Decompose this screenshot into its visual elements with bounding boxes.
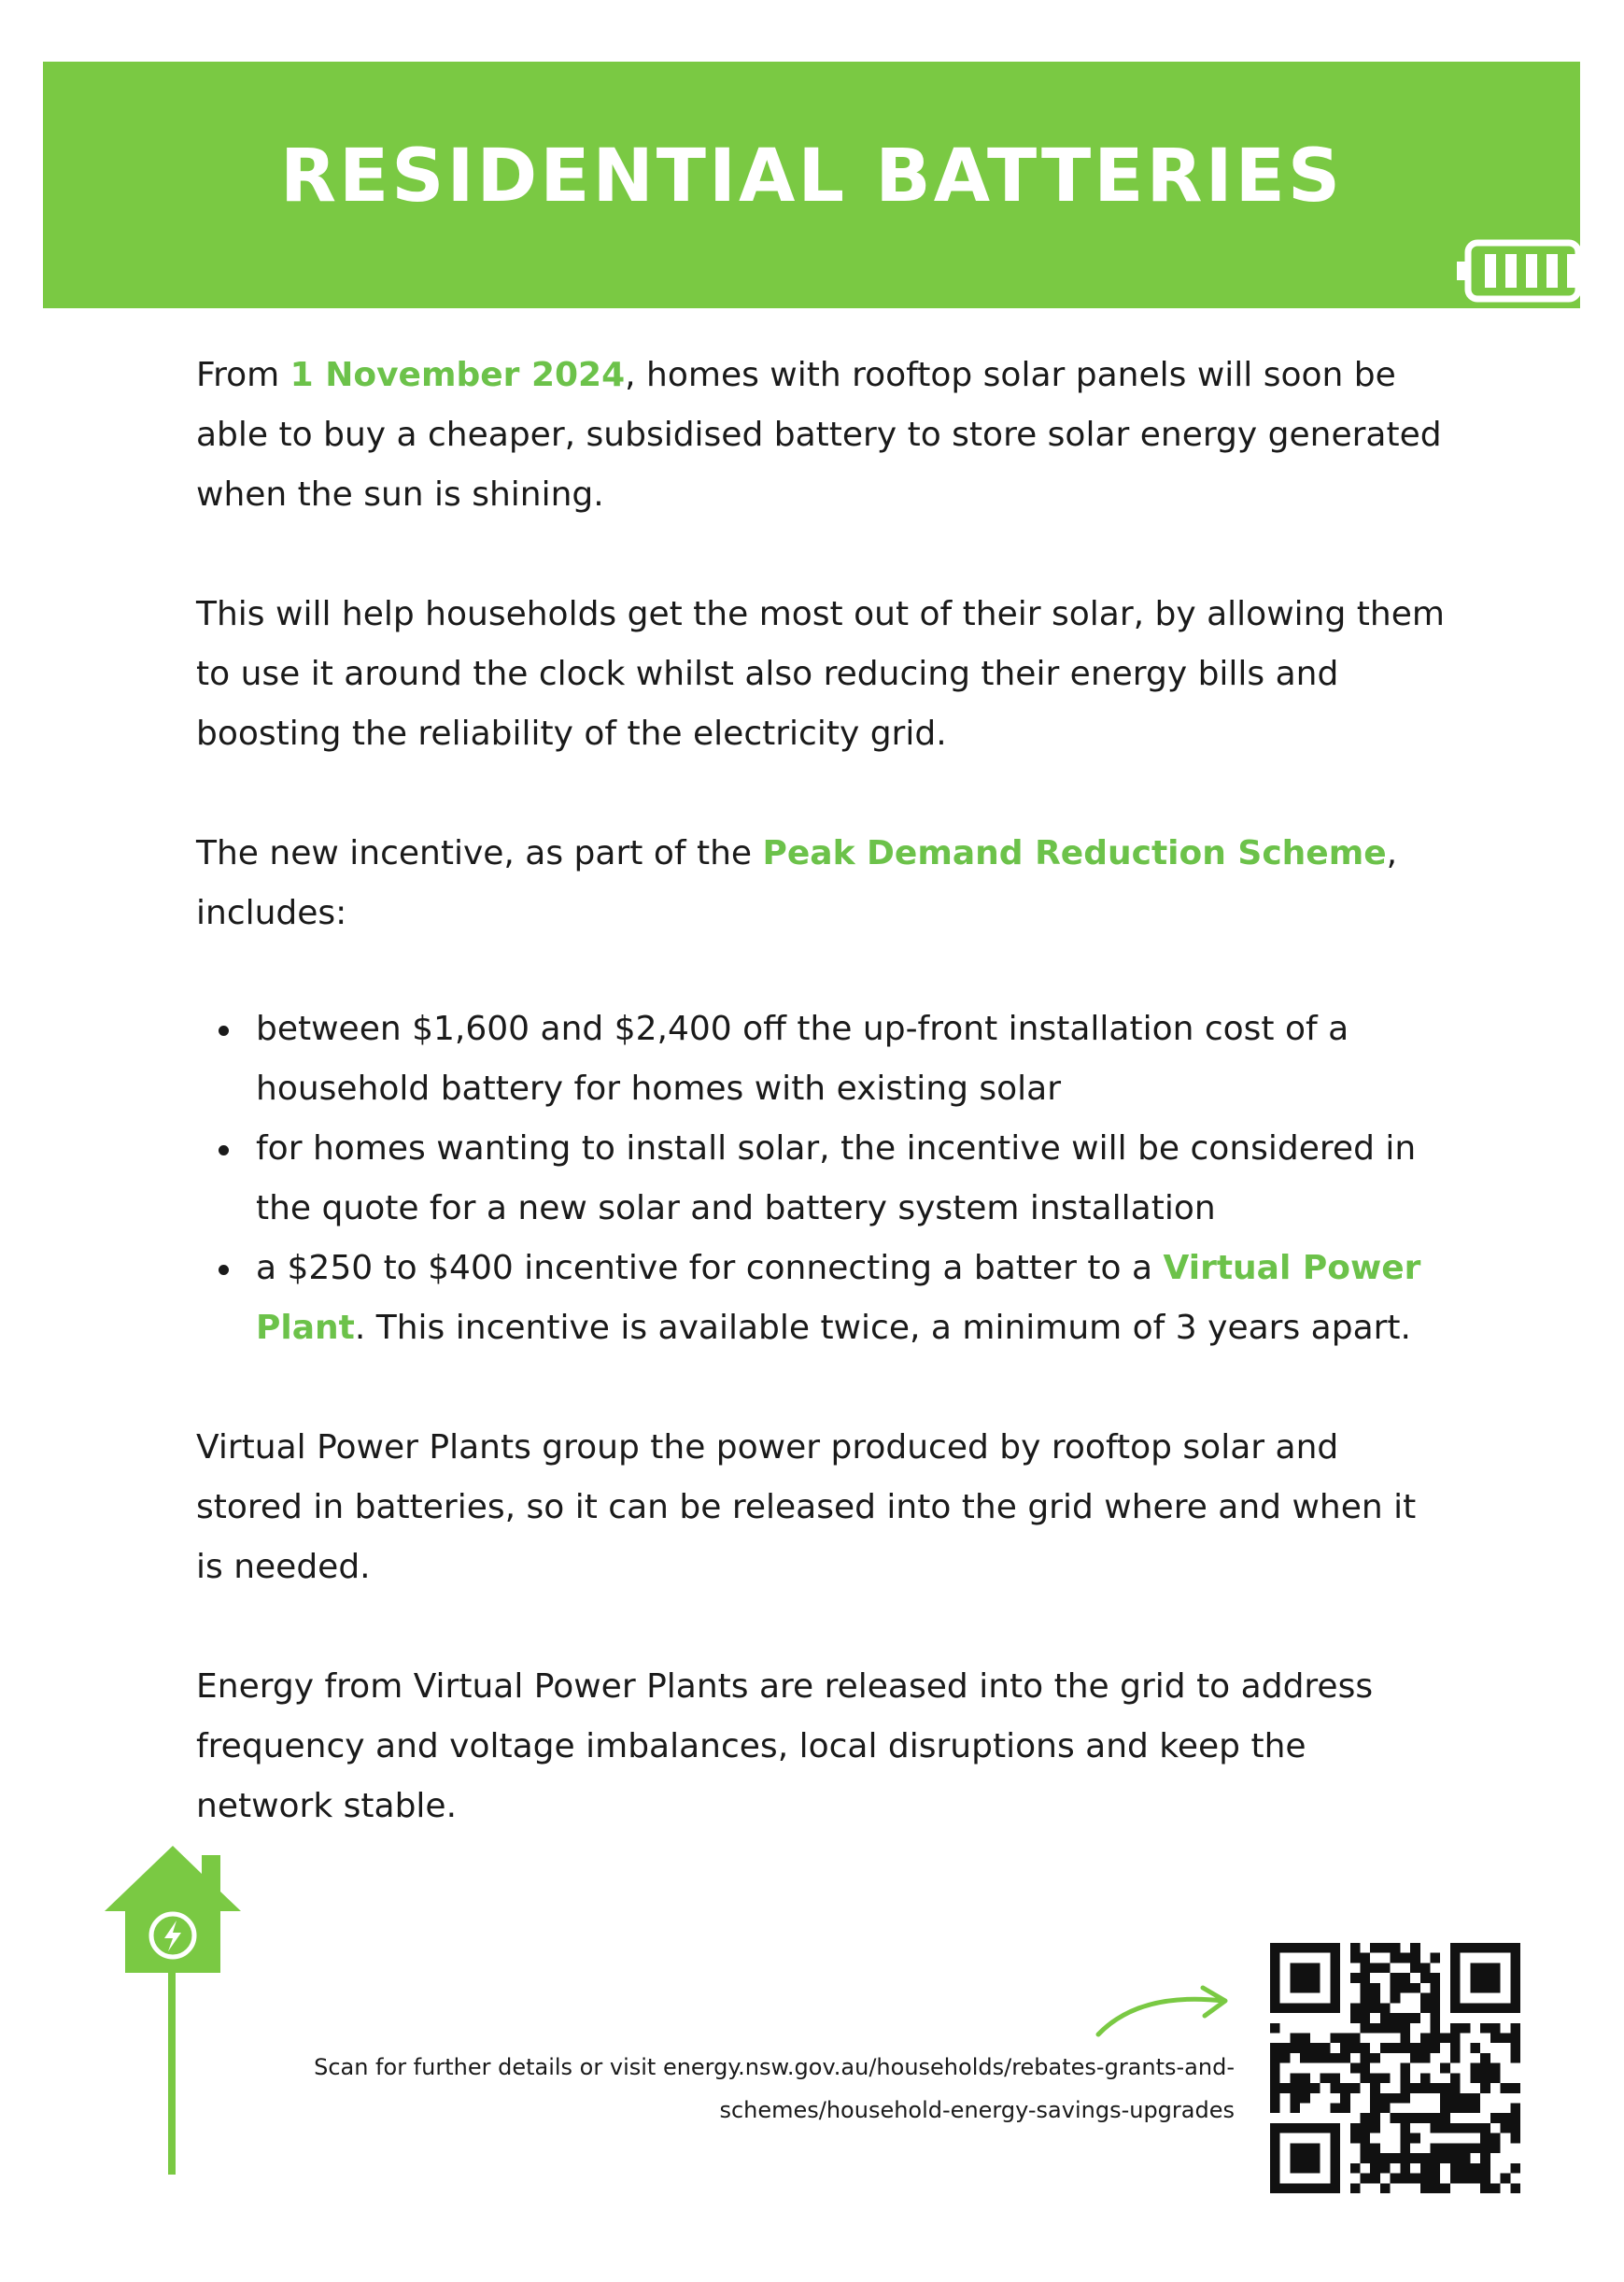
grid-paragraph: Energy from Virtual Power Plants are released into the grid to address frequency and voltage imbalances, local disruptions and keep the network stable.: [196, 1667, 1374, 1825]
vpp-text: a $250 to $400 incentive for connecting a batter to a: [256, 1249, 1164, 1287]
house-lightning-icon: [103, 1842, 243, 1973]
footer-note: [245, 2046, 1235, 2132]
vpp-link[interactable]: Virtual Power Plant: [256, 1249, 1421, 1347]
arrow-icon: [1093, 1984, 1233, 2040]
intro-text: From: [196, 356, 290, 394]
incentive-text: The new incentive, as part of the: [196, 834, 763, 872]
incentive-paragraph: [196, 824, 1447, 943]
battery-icon: [1457, 235, 1580, 306]
incentive-text-cont: , includes:: [196, 834, 1398, 932]
intro-paragraph: [196, 346, 1447, 525]
decorative-pole: [168, 1973, 176, 2175]
vpp-paragraph: Virtual Power Plants group the power produced by rooftop solar and stored in batteries, so it can be released into the grid where and when it is needed.: [196, 1428, 1417, 1586]
list-item: between $1,600 and $2,400 off the up-front installation cost of a household battery for homes with existing solar: [256, 999, 1447, 1119]
start-date: 1 November 2024: [289, 356, 626, 394]
page-title: RESIDENTIAL BATTERIES: [279, 135, 1344, 219]
incentive-list: [196, 999, 1447, 1358]
list-item: for homes wanting to install solar, the incentive will be considered in the quote for a new solar and battery system installation: [256, 1119, 1447, 1239]
qr-code[interactable]: [1270, 1943, 1520, 2193]
scheme-link[interactable]: Peak Demand Reduction Scheme: [762, 834, 1387, 872]
footer-line-1: Scan for further details or visit energy.nsw.gov.au/households/rebates-grants-and-: [314, 2054, 1235, 2080]
intro-text-cont: , homes with rooftop solar panels will soon be able to buy a cheaper, subsidised battery to store solar energy generated when the sun is shining.: [196, 356, 1442, 514]
article-body: [196, 346, 1447, 1896]
list-item: [256, 1239, 1447, 1358]
footer-line-2[interactable]: schemes/household-energy-savings-upgrades: [719, 2097, 1235, 2123]
title-banner: [43, 62, 1580, 308]
vpp-text-cont: . This incentive is available twice, a minimum of 3 years apart.: [354, 1309, 1411, 1347]
benefit-paragraph: This will help households get the most out of their solar, by allowing them to use it around the clock whilst also reducing their energy bills and boosting the reliability of the electricity grid.: [196, 595, 1445, 753]
